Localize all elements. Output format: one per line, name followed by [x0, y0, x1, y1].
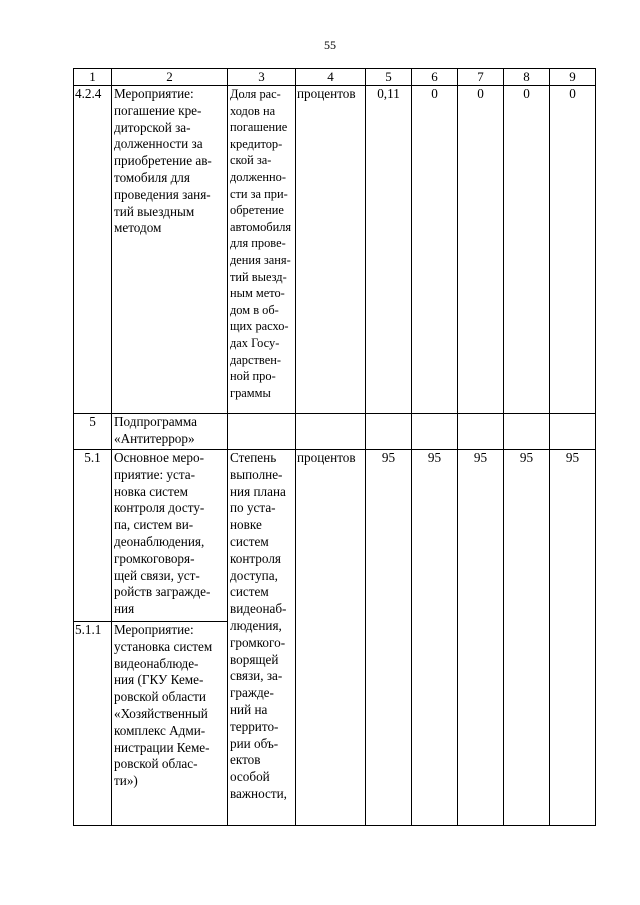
row-value: 0 [504, 86, 550, 414]
text-line: видеонаб- [230, 601, 287, 617]
text-line: «Хозяйственный [114, 705, 208, 721]
text-line: новке [230, 517, 262, 533]
text-line: ным мето- [230, 286, 285, 301]
text-line: нистрации Кеме- [114, 739, 210, 755]
text-line: по уста- [230, 500, 276, 516]
row-name [112, 622, 228, 826]
header-cell: 9 [550, 69, 596, 86]
text-line: гражде- [230, 685, 274, 701]
text-line: ти») [114, 773, 138, 789]
text-line: Доля рас- [230, 87, 281, 101]
row-name [112, 86, 228, 414]
text-line: дах Госу- [230, 335, 280, 350]
text-line: дарствен- [230, 352, 281, 367]
table-row [74, 414, 596, 450]
text-line: выполне- [230, 466, 283, 482]
row-name [112, 450, 228, 622]
text-line: дом в об- [230, 302, 279, 317]
row-name [112, 414, 228, 450]
empty-cell [296, 414, 366, 450]
header-cell: 5 [366, 69, 412, 86]
row-indicator [228, 86, 296, 414]
text-line: террито- [230, 718, 279, 734]
text-line: ской за- [230, 153, 272, 168]
text-line: «Антитеррор» [114, 430, 195, 446]
text-line: кредитор- [230, 136, 283, 151]
row-value: 0 [550, 86, 596, 414]
empty-cell [550, 414, 596, 450]
row-number: 5.1.1 [74, 622, 112, 826]
text-line: погашение кре- [114, 102, 202, 118]
text-line: ний на [230, 701, 268, 717]
row-value: 0 [412, 86, 458, 414]
header-cell: 1 [74, 69, 112, 86]
row-value: 95 [412, 450, 458, 826]
row-value: 95 [458, 450, 504, 826]
text-line: контроля [230, 550, 281, 566]
text-line: погашение [230, 120, 288, 135]
text-line: ворящей [230, 651, 279, 667]
text-line: граммы [230, 385, 271, 400]
text-line: Степень [230, 450, 277, 465]
empty-cell [412, 414, 458, 450]
header-cell: 8 [504, 69, 550, 86]
text-line: приобретение ав- [114, 153, 212, 169]
empty-cell [366, 414, 412, 450]
text-line: методом [114, 220, 162, 236]
text-line: установка систем [114, 638, 213, 654]
text-line: долженности за [114, 136, 203, 152]
text-line: томобиля для [114, 169, 190, 185]
empty-cell [458, 414, 504, 450]
row-unit: процентов [296, 450, 366, 826]
table-row [74, 450, 596, 622]
text-line: долженно- [230, 169, 286, 184]
header-cell: 6 [412, 69, 458, 86]
text-line: ровской области [114, 689, 206, 705]
text-line: громкоговоря- [114, 550, 195, 566]
empty-cell [228, 414, 296, 450]
row-value: 95 [550, 450, 596, 826]
text-line: Мероприятие: [114, 86, 194, 101]
text-line: ния [114, 601, 135, 617]
header-cell: 2 [112, 69, 228, 86]
indicators-table [73, 68, 596, 826]
header-row [74, 69, 596, 86]
text-line: проведения заня- [114, 186, 211, 202]
text-line: ектов [230, 752, 261, 768]
text-line: доступа, [230, 567, 278, 583]
text-line: па, систем ви- [114, 517, 194, 533]
text-line: для прове- [230, 236, 286, 251]
text-line: людения, [230, 617, 282, 633]
text-line: Основное меро- [114, 450, 204, 465]
text-line: связи, за- [230, 668, 283, 684]
text-line: рии объ- [230, 735, 279, 751]
text-line: комплекс Адми- [114, 722, 206, 738]
row-number: 5 [74, 414, 112, 450]
text-line: ния (ГКУ Кеме- [114, 672, 204, 688]
header-cell: 4 [296, 69, 366, 86]
row-unit: процентов [296, 86, 366, 414]
text-line: деонаблюдения, [114, 533, 205, 549]
text-line: видеонаблюде- [114, 655, 199, 671]
text-line: ходов на [230, 103, 276, 118]
row-indicator [228, 450, 296, 826]
text-line: тий выезд- [230, 269, 287, 284]
text-line: ной про- [230, 369, 276, 384]
page-number: 55 [324, 38, 336, 52]
text-line: щей связи, уст- [114, 567, 200, 583]
row-value: 0,11 [366, 86, 412, 414]
text-line: систем [230, 584, 269, 600]
text-line: Подпрограмма [114, 414, 198, 429]
text-line: новка систем [114, 483, 188, 499]
text-line: важности, [230, 785, 287, 801]
text-line: сти за при- [230, 186, 288, 201]
text-line: тий выездным [114, 203, 195, 219]
row-value: 95 [366, 450, 412, 826]
text-line: контроля досту- [114, 500, 205, 516]
text-line: приятие: уста- [114, 466, 196, 482]
table-row [74, 86, 596, 414]
header-cell: 7 [458, 69, 504, 86]
header-cell: 3 [228, 69, 296, 86]
row-value: 95 [504, 450, 550, 826]
empty-cell [504, 414, 550, 450]
text-line: щих расхо- [230, 319, 289, 334]
text-line: громкого- [230, 634, 286, 650]
row-number: 5.1 [74, 450, 112, 622]
text-line: дения заня- [230, 252, 291, 267]
text-line: Мероприятие: [114, 622, 194, 637]
text-line: обретение [230, 203, 284, 218]
text-line: автомобиля [230, 219, 292, 234]
text-line: диторской за- [114, 119, 191, 135]
row-value: 0 [458, 86, 504, 414]
text-line: ния плана [230, 483, 286, 499]
text-line: систем [230, 533, 269, 549]
row-number: 4.2.4 [74, 86, 112, 414]
text-line: ройств загражде- [114, 584, 211, 600]
text-line: особой [230, 769, 270, 785]
text-line: ровской облас- [114, 756, 198, 772]
